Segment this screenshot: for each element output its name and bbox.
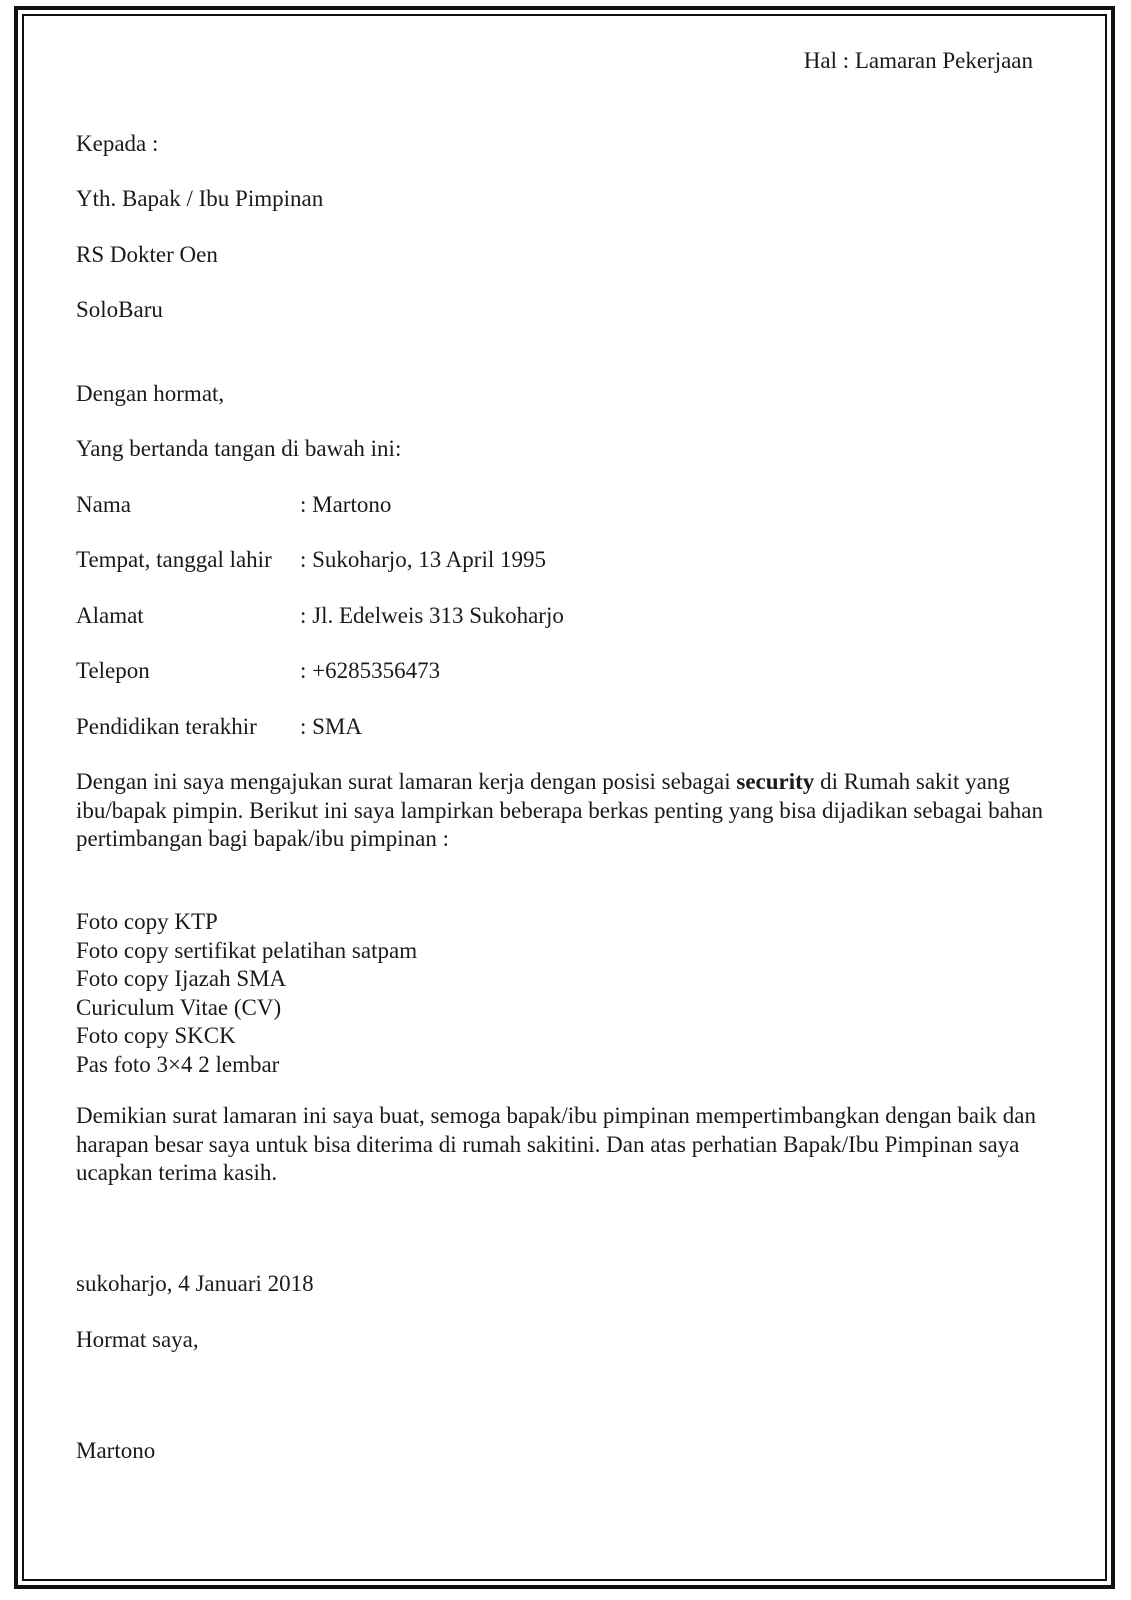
body-paragraph xyxy=(76,768,1066,854)
field-value-address: : Jl. Edelweis 313 Sukoharjo xyxy=(300,603,564,628)
attachment-list xyxy=(76,908,417,1079)
field-value-education: : SMA xyxy=(300,714,362,739)
attachment-item: Pas foto 3×4 2 lembar xyxy=(76,1051,280,1077)
signature-name: Martono xyxy=(76,1438,156,1463)
field-label-birth: Tempat, tanggal lahir xyxy=(76,547,272,572)
body-paragraph-before: Dengan ini saya mengajukan surat lamaran kerja dengan posisi sebagai xyxy=(76,769,737,794)
letter-subject: Hal : Lamaran Pekerjaan xyxy=(803,48,1033,73)
body-paragraph-after: di Rumah sakit yang ibu/bapak pimpin. Berikut ini saya lampirkan beberapa berkas penting yang bisa dijadikan sebagai bahan pertimbangan bagi bapak/ibu pimpinan : xyxy=(76,769,1043,851)
closing-paragraph: Demikian surat lamaran ini saya buat, semoga bapak/ibu pimpinan mempertimbangkan dengan baik dan harapan besar saya untuk bisa diterima di rumah sakitini. Dan atas perhatian Bapak/Ibu Pimpinan saya ucapkan terima kasih. xyxy=(76,1103,1036,1185)
recipient-institution: RS Dokter Oen xyxy=(76,242,218,267)
greeting: Dengan hormat, xyxy=(76,381,225,406)
attachment-item: Foto copy SKCK xyxy=(76,1023,236,1048)
field-label-address: Alamat xyxy=(76,603,144,628)
recipient-heading: Kepada : xyxy=(76,131,159,156)
field-label-nama: Nama xyxy=(76,492,131,517)
attachment-item: Foto copy Ijazah SMA xyxy=(76,966,287,991)
field-value-nama: : Martono xyxy=(300,492,392,517)
recipient-title: Yth. Bapak / Ibu Pimpinan xyxy=(76,186,324,211)
attachment-item: Foto copy KTP xyxy=(76,909,218,934)
field-value-phone: : +6285356473 xyxy=(300,658,441,683)
attachment-item: Curiculum Vitae (CV) xyxy=(76,994,282,1020)
intro-line: Yang bertanda tangan di bawah ini: xyxy=(76,436,402,461)
attachment-item: Foto copy sertifikat pelatihan satpam xyxy=(76,937,418,963)
body-paragraph-position: security xyxy=(736,769,815,794)
field-label-phone: Telepon xyxy=(76,658,150,683)
field-label-education: Pendidikan terakhir xyxy=(76,714,257,739)
sign-off: Hormat saya, xyxy=(76,1327,199,1352)
field-value-birth: : Sukoharjo, 13 April 1995 xyxy=(300,547,546,572)
place-date: sukoharjo, 4 Januari 2018 xyxy=(76,1271,314,1296)
recipient-city: SoloBaru xyxy=(76,297,163,322)
